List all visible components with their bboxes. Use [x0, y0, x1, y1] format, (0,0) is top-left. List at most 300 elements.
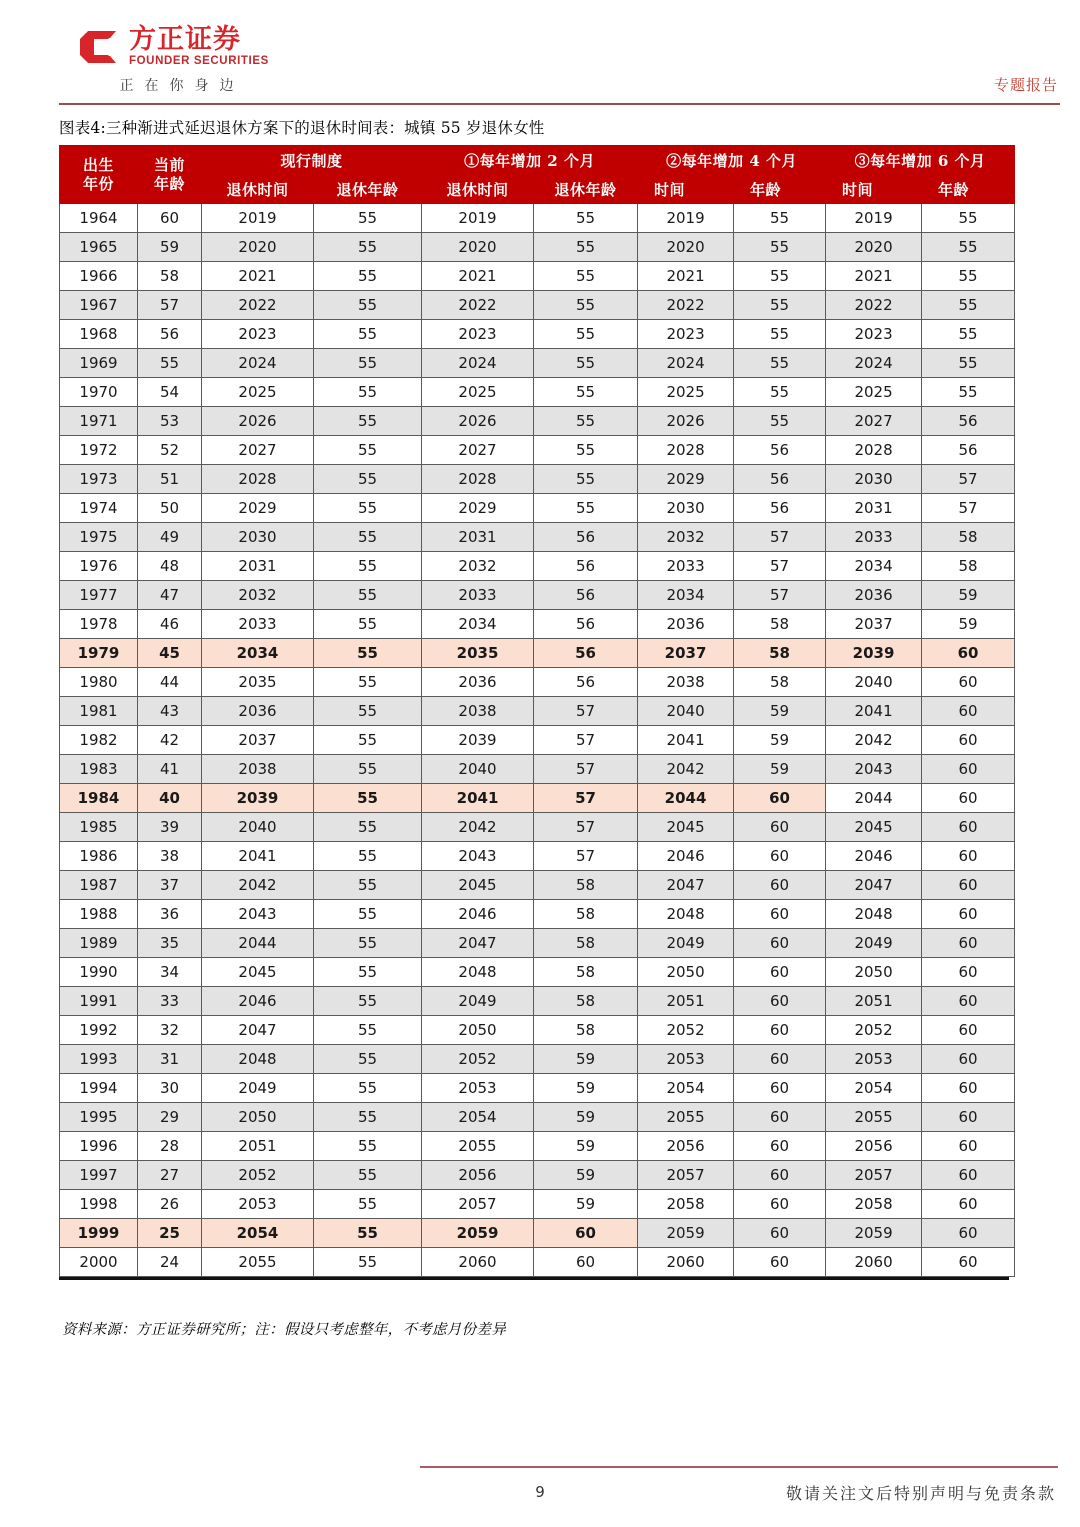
table-row: [60, 1248, 1015, 1277]
col-header-birth-year-line2: 年份: [82, 174, 114, 193]
table-cell: 2059: [826, 1219, 922, 1248]
table-cell: 1970: [60, 378, 138, 407]
table-cell: 1969: [60, 349, 138, 378]
table-cell: 43: [138, 697, 202, 726]
table-cell: 55: [314, 1248, 422, 1277]
table-cell: 2025: [422, 378, 534, 407]
table-cell: 2052: [826, 1016, 922, 1045]
table-row: [60, 465, 1015, 494]
table-cell: 2029: [638, 465, 734, 494]
table-row: [60, 436, 1015, 465]
table-row: [60, 1074, 1015, 1103]
table-cell: 1993: [60, 1045, 138, 1074]
table-cell: 2050: [422, 1016, 534, 1045]
table-cell: 55: [734, 262, 826, 291]
table-cell: 2041: [422, 784, 534, 813]
table-cell: 2024: [638, 349, 734, 378]
table-row: [60, 1132, 1015, 1161]
table-cell: 55: [734, 291, 826, 320]
table-cell: 2031: [422, 523, 534, 552]
table-row: [60, 958, 1015, 987]
table-cell: 2048: [826, 900, 922, 929]
table-cell: 60: [734, 784, 826, 813]
table-cell: 55: [534, 465, 638, 494]
table-cell: 60: [922, 871, 1015, 900]
table-row: [60, 320, 1015, 349]
table-cell: 55: [922, 204, 1015, 233]
table-cell: 2027: [826, 407, 922, 436]
table-row: [60, 726, 1015, 755]
group-header-plan-3: ③每年增加 6 个月: [826, 146, 1015, 175]
table-cell: 1974: [60, 494, 138, 523]
table-cell: 56: [734, 465, 826, 494]
table-cell: 55: [314, 552, 422, 581]
table-cell: 55: [314, 668, 422, 697]
table-cell: 2028: [826, 436, 922, 465]
table-cell: 1971: [60, 407, 138, 436]
table-cell: 2050: [202, 1103, 314, 1132]
table-cell: 2037: [826, 610, 922, 639]
table-cell: 2047: [826, 871, 922, 900]
table-cell: 1984: [60, 784, 138, 813]
table-cell: 59: [534, 1132, 638, 1161]
table-cell: 2048: [638, 900, 734, 929]
table-cell: 55: [314, 755, 422, 784]
table-cell: 2045: [422, 871, 534, 900]
table-cell: 2020: [202, 233, 314, 262]
table-cell: 2036: [826, 581, 922, 610]
table-cell: 2034: [202, 639, 314, 668]
table-cell: 25: [138, 1219, 202, 1248]
table-cell: 2055: [202, 1248, 314, 1277]
table-cell: 1994: [60, 1074, 138, 1103]
table-cell: 55: [314, 871, 422, 900]
table-cell: 56: [734, 436, 826, 465]
table-cell: 2048: [422, 958, 534, 987]
table-row: [60, 697, 1015, 726]
table-cell: 1981: [60, 697, 138, 726]
table-cell: 2043: [422, 842, 534, 871]
table-cell: 59: [534, 1074, 638, 1103]
table-cell: 2024: [826, 349, 922, 378]
table-cell: 2020: [826, 233, 922, 262]
table-cell: 1972: [60, 436, 138, 465]
table-cell: 2038: [638, 668, 734, 697]
table-cell: 60: [734, 871, 826, 900]
table-cell: 55: [534, 204, 638, 233]
table-row: [60, 1016, 1015, 1045]
table-cell: 55: [314, 523, 422, 552]
table-cell: 55: [314, 1161, 422, 1190]
table-cell: 2049: [826, 929, 922, 958]
table-cell: 2040: [826, 668, 922, 697]
table-cell: 1966: [60, 262, 138, 291]
table-cell: 2030: [202, 523, 314, 552]
table-cell: 2050: [826, 958, 922, 987]
table-cell: 58: [534, 987, 638, 1016]
table-cell: 57: [534, 813, 638, 842]
table-cell: 2021: [638, 262, 734, 291]
subcol-header-plan3-age: 年龄: [922, 175, 1015, 204]
table-cell: 2022: [202, 291, 314, 320]
table-row: [60, 1045, 1015, 1074]
table-cell: 55: [314, 436, 422, 465]
table-cell: 59: [922, 610, 1015, 639]
table-cell: 2029: [422, 494, 534, 523]
table-cell: 2038: [422, 697, 534, 726]
table-cell: 2044: [202, 929, 314, 958]
retirement-schedule-table: [59, 145, 1015, 1277]
table-cell: 57: [734, 552, 826, 581]
table-cell: 60: [922, 1248, 1015, 1277]
table-cell: 2027: [202, 436, 314, 465]
table-cell: 49: [138, 523, 202, 552]
table-cell: 2021: [422, 262, 534, 291]
table-cell: 56: [922, 436, 1015, 465]
table-cell: 30: [138, 1074, 202, 1103]
table-cell: 2022: [422, 291, 534, 320]
table-row: [60, 378, 1015, 407]
table-cell: 55: [734, 378, 826, 407]
table-cell: 2056: [826, 1132, 922, 1161]
table-cell: 55: [314, 262, 422, 291]
table-row: [60, 581, 1015, 610]
table-cell: 1968: [60, 320, 138, 349]
table-cell: 2019: [826, 204, 922, 233]
table-cell: 57: [534, 842, 638, 871]
table-cell: 2037: [638, 639, 734, 668]
table-cell: 2045: [826, 813, 922, 842]
table-cell: 2051: [202, 1132, 314, 1161]
table-cell: 1985: [60, 813, 138, 842]
table-cell: 2054: [202, 1219, 314, 1248]
table-cell: 55: [314, 407, 422, 436]
table-cell: 1992: [60, 1016, 138, 1045]
table-row: [60, 494, 1015, 523]
table-cell: 41: [138, 755, 202, 784]
table-cell: 60: [734, 1132, 826, 1161]
table-cell: 2019: [422, 204, 534, 233]
table-row: [60, 349, 1015, 378]
table-header: [60, 146, 1015, 204]
table-cell: 2038: [202, 755, 314, 784]
subcol-header-plan1-retire-time: 退休时间: [422, 175, 534, 204]
table-cell: 27: [138, 1161, 202, 1190]
table-cell: 2024: [422, 349, 534, 378]
table-cell: 55: [314, 697, 422, 726]
table-cell: 60: [534, 1219, 638, 1248]
table-cell: 2033: [638, 552, 734, 581]
table-cell: 2053: [202, 1190, 314, 1219]
table-cell: 2056: [422, 1161, 534, 1190]
table-cell: 37: [138, 871, 202, 900]
table-cell: 2057: [638, 1161, 734, 1190]
table-cell: 2027: [422, 436, 534, 465]
table-cell: 1980: [60, 668, 138, 697]
table-cell: 34: [138, 958, 202, 987]
page-header: [0, 0, 1080, 108]
table-cell: 29: [138, 1103, 202, 1132]
table-cell: 2042: [826, 726, 922, 755]
table-cell: 28: [138, 1132, 202, 1161]
table-cell: 55: [314, 813, 422, 842]
table-cell: 58: [534, 929, 638, 958]
table-cell: 2025: [826, 378, 922, 407]
table-cell: 56: [534, 639, 638, 668]
table-cell: 2057: [422, 1190, 534, 1219]
subcol-header-current-retire-time: 退休时间: [202, 175, 314, 204]
table-cell: 2040: [638, 697, 734, 726]
table-cell: 55: [314, 1074, 422, 1103]
col-header-current-age-line2: 年龄: [153, 174, 185, 193]
table-cell: 2036: [422, 668, 534, 697]
table-cell: 2023: [638, 320, 734, 349]
table-cell: 60: [922, 1045, 1015, 1074]
table-cell: 2042: [638, 755, 734, 784]
table-cell: 2030: [826, 465, 922, 494]
table-cell: 46: [138, 610, 202, 639]
table-cell: 2049: [202, 1074, 314, 1103]
col-header-current-age: [138, 146, 202, 204]
table-cell: 60: [922, 755, 1015, 784]
table-cell: 58: [734, 639, 826, 668]
table-cell: 58: [534, 958, 638, 987]
table-cell: 2034: [826, 552, 922, 581]
table-cell: 59: [534, 1190, 638, 1219]
table-cell: 36: [138, 900, 202, 929]
table-cell: 2047: [638, 871, 734, 900]
table-cell: 60: [922, 958, 1015, 987]
logo-company-name-en: FOUNDER SECURITIES: [129, 55, 269, 68]
table-cell: 2035: [422, 639, 534, 668]
table-cell: 55: [922, 291, 1015, 320]
table-cell: 60: [734, 1190, 826, 1219]
table-cell: 60: [922, 726, 1015, 755]
table-row: [60, 233, 1015, 262]
table-cell: 1982: [60, 726, 138, 755]
table-cell: 2060: [638, 1248, 734, 1277]
table-cell: 58: [534, 900, 638, 929]
table-cell: 1995: [60, 1103, 138, 1132]
table-cell: 55: [922, 349, 1015, 378]
table-cell: 1973: [60, 465, 138, 494]
table-cell: 60: [922, 668, 1015, 697]
table-cell: 2033: [202, 610, 314, 639]
table-cell: 60: [922, 1132, 1015, 1161]
table-cell: 55: [922, 378, 1015, 407]
table-cell: 2058: [638, 1190, 734, 1219]
group-header-plan-2: ②每年增加 4 个月: [638, 146, 826, 175]
table-cell: 2056: [638, 1132, 734, 1161]
table-cell: 58: [534, 871, 638, 900]
table-cell: 60: [922, 987, 1015, 1016]
table-cell: 2052: [422, 1045, 534, 1074]
table-cell: 2035: [202, 668, 314, 697]
table-row: [60, 639, 1015, 668]
table-cell: 35: [138, 929, 202, 958]
table-cell: 60: [922, 929, 1015, 958]
table-cell: 2049: [638, 929, 734, 958]
table-cell: 2054: [638, 1074, 734, 1103]
table-cell: 2020: [638, 233, 734, 262]
table-row: [60, 987, 1015, 1016]
table-cell: 57: [138, 291, 202, 320]
table-cell: 2060: [826, 1248, 922, 1277]
subcol-header-plan2-age: 年龄: [734, 175, 826, 204]
table-cell: 55: [314, 1045, 422, 1074]
table-cell: 60: [734, 900, 826, 929]
table-cell: 2022: [826, 291, 922, 320]
table-cell: 55: [314, 320, 422, 349]
table-cell: 2045: [202, 958, 314, 987]
table-row: [60, 668, 1015, 697]
table-cell: 45: [138, 639, 202, 668]
table-cell: 2054: [826, 1074, 922, 1103]
table-cell: 2055: [826, 1103, 922, 1132]
table-cell: 56: [534, 610, 638, 639]
table-cell: 2060: [422, 1248, 534, 1277]
table-cell: 58: [922, 523, 1015, 552]
table-cell: 24: [138, 1248, 202, 1277]
table-cell: 60: [922, 813, 1015, 842]
table-cell: 42: [138, 726, 202, 755]
table-cell: 2046: [826, 842, 922, 871]
table-body: [60, 204, 1015, 1277]
table-cell: 1989: [60, 929, 138, 958]
table-cell: 57: [534, 726, 638, 755]
table-cell: 2036: [202, 697, 314, 726]
table-cell: 55: [314, 494, 422, 523]
table-cell: 52: [138, 436, 202, 465]
table-cell: 53: [138, 407, 202, 436]
table-cell: 55: [534, 291, 638, 320]
col-header-birth-year: [60, 146, 138, 204]
table-cell: 2049: [422, 987, 534, 1016]
table-cell: 56: [734, 494, 826, 523]
table-cell: 58: [534, 1016, 638, 1045]
table-cell: 39: [138, 813, 202, 842]
table-cell: 2055: [422, 1132, 534, 1161]
table-cell: 55: [734, 349, 826, 378]
table-cell: 57: [534, 784, 638, 813]
table-cell: 2057: [826, 1161, 922, 1190]
table-cell: 60: [734, 1248, 826, 1277]
table-cell: 59: [734, 697, 826, 726]
table-cell: 33: [138, 987, 202, 1016]
footer-disclaimer: 敬请关注文后特别声明与免责条款: [785, 1484, 1056, 1503]
table-cell: 1965: [60, 233, 138, 262]
table-cell: 1999: [60, 1219, 138, 1248]
table-cell: 60: [922, 1103, 1015, 1132]
table-cell: 2021: [202, 262, 314, 291]
table-cell: 60: [922, 1219, 1015, 1248]
table-row: [60, 929, 1015, 958]
table-cell: 2028: [202, 465, 314, 494]
table-cell: 31: [138, 1045, 202, 1074]
table-cell: 60: [922, 1190, 1015, 1219]
table-cell: 58: [734, 668, 826, 697]
logo-wordmark: [129, 26, 269, 68]
table-cell: 60: [922, 1074, 1015, 1103]
table-cell: 60: [734, 1016, 826, 1045]
table-cell: 2053: [638, 1045, 734, 1074]
table-cell: 60: [734, 929, 826, 958]
table-cell: 60: [922, 784, 1015, 813]
logo-company-name-cn: 方正证券: [129, 24, 241, 56]
table-cell: 2032: [422, 552, 534, 581]
figure-title: 图表4:三种渐进式延迟退休方案下的退休时间表：城镇 55 岁退休女性: [59, 119, 545, 137]
table-cell: 2032: [202, 581, 314, 610]
table-cell: 2026: [202, 407, 314, 436]
table-cell: 2026: [422, 407, 534, 436]
table-row: [60, 842, 1015, 871]
table-cell: 2023: [202, 320, 314, 349]
table-cell: 55: [314, 842, 422, 871]
table-cell: 55: [534, 494, 638, 523]
table-cell: 55: [314, 378, 422, 407]
table-cell: 60: [734, 958, 826, 987]
table-cell: 1976: [60, 552, 138, 581]
table-cell: 2031: [202, 552, 314, 581]
logo-tagline: 正在你身边: [119, 78, 245, 94]
table-cell: 2042: [422, 813, 534, 842]
table-cell: 55: [534, 262, 638, 291]
table-cell: 57: [734, 523, 826, 552]
table-cell: 56: [138, 320, 202, 349]
subcol-header-current-retire-age: 退休年龄: [314, 175, 422, 204]
table-cell: 47: [138, 581, 202, 610]
table-cell: 2050: [638, 958, 734, 987]
footer-page-number: 9: [535, 1483, 545, 1501]
table-cell: 2059: [638, 1219, 734, 1248]
table-cell: 1967: [60, 291, 138, 320]
table-cell: 2036: [638, 610, 734, 639]
table-cell: 2040: [422, 755, 534, 784]
table-cell: 55: [534, 436, 638, 465]
table-cell: 55: [534, 233, 638, 262]
table-cell: 55: [314, 1190, 422, 1219]
table-cell: 55: [314, 1103, 422, 1132]
table-cell: 55: [314, 929, 422, 958]
table-cell: 1991: [60, 987, 138, 1016]
table-cell: 2054: [422, 1103, 534, 1132]
table-cell: 44: [138, 668, 202, 697]
table-cell: 55: [314, 610, 422, 639]
table-cell: 2025: [638, 378, 734, 407]
table-cell: 2031: [826, 494, 922, 523]
table-cell: 2039: [826, 639, 922, 668]
figure-source-note: 资料来源：方正证券研究所；注：假设只考虑整年，不考虑月份差异: [62, 1322, 506, 1338]
table-cell: 2023: [826, 320, 922, 349]
table-cell: 1988: [60, 900, 138, 929]
table-cell: 56: [534, 523, 638, 552]
table-cell: 1983: [60, 755, 138, 784]
table-row: [60, 204, 1015, 233]
table-cell: 2026: [638, 407, 734, 436]
table-cell: 57: [922, 465, 1015, 494]
founder-securities-mark-icon: [78, 26, 120, 68]
group-header-current-system: 现行制度: [202, 146, 422, 175]
table-row: [60, 813, 1015, 842]
table-cell: 40: [138, 784, 202, 813]
table-cell: 60: [734, 842, 826, 871]
table-cell: 38: [138, 842, 202, 871]
table-cell: 2047: [202, 1016, 314, 1045]
table-cell: 2051: [638, 987, 734, 1016]
table-cell: 55: [734, 204, 826, 233]
table-cell: 55: [314, 987, 422, 1016]
table-cell: 2053: [422, 1074, 534, 1103]
